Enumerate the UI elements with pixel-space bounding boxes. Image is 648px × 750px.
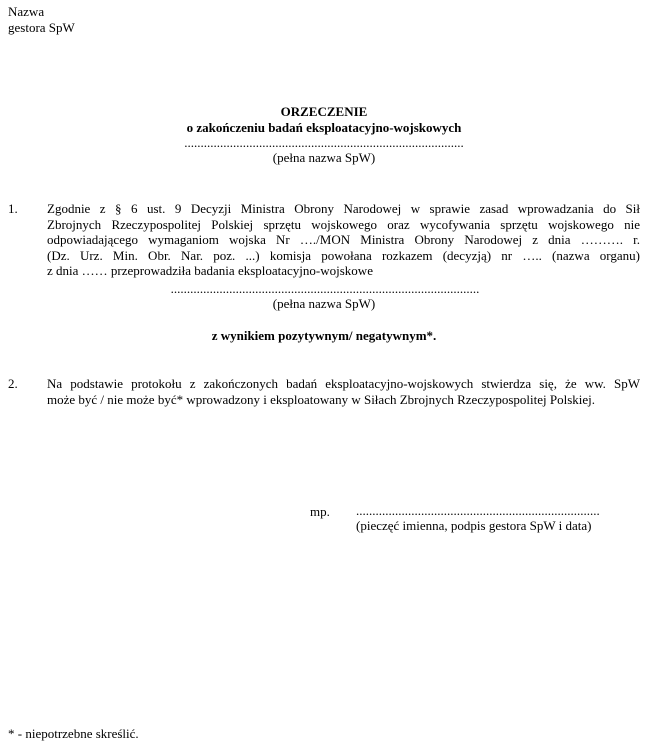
item1-line-3: odpowiadającego wymaganiom wojska Nr …./MON Ministra Obrony Narodowej z dnia ………. r.: [47, 232, 640, 247]
item1-dots-line: ...............................................................................................: [170, 281, 480, 296]
document-subtitle: o zakończeniu badań eksploatacyjno-wojskowych: [186, 120, 462, 135]
signature-dots-line: ...........................................................................: [356, 503, 600, 518]
item2-number: 2.: [8, 376, 18, 391]
issuer-name-line2: gestora SpW: [8, 19, 75, 35]
title-dots-line: ......................................................................................: [184, 135, 464, 150]
item2-line-1: Na podstawie protokołu z zakończonych badań eksploatacyjno-wojskowych stwierdza się, że ww. SpW: [47, 376, 640, 391]
issuer-block: [8, 4, 75, 35]
item1-number: 1.: [8, 201, 18, 216]
item2-line-2: może być / nie może być* wprowadzony i eksploatowany w Siłach Zbrojnych Rzeczypospolitej Polskiej.: [47, 391, 596, 407]
document-title: ORZECZENIE: [280, 104, 368, 119]
item1-line-2: Zbrojnych Rzeczypospolitej Polskiej sprzętu wojskowego oraz wycofywania sprzętu wojskowego nie: [47, 216, 640, 232]
item2-paragraph: [47, 376, 640, 407]
signature-caption: (pieczęć imienna, podpis gestora SpW i data): [356, 518, 592, 533]
item1-line-5: z dnia …… przeprowadziła badania eksploatacyjno-wojskowe: [47, 263, 373, 278]
title-caption: (pełna nazwa SpW): [272, 150, 376, 165]
footnote: * - niepotrzebne skreślić.: [8, 726, 139, 741]
item1-result: z wynikiem pozytywnym/ negatywnym*.: [211, 328, 437, 343]
issuer-name-line1: Nazwa: [8, 4, 45, 19]
item1-line-1: Zgodnie z § 6 ust. 9 Decyzji Ministra Obrony Narodowej w sprawie zasad wprowadzania do Sił: [47, 201, 640, 216]
seal-label: mp.: [310, 504, 330, 519]
item1-caption: (pełna nazwa SpW): [272, 296, 376, 311]
item1-paragraph: [47, 201, 640, 279]
item1-line-4: (Dz. Urz. Min. Obr. Nar. poz. ...) komisja powołana rozkazem (decyzją) nr ….. (nazwa organu): [47, 247, 640, 263]
